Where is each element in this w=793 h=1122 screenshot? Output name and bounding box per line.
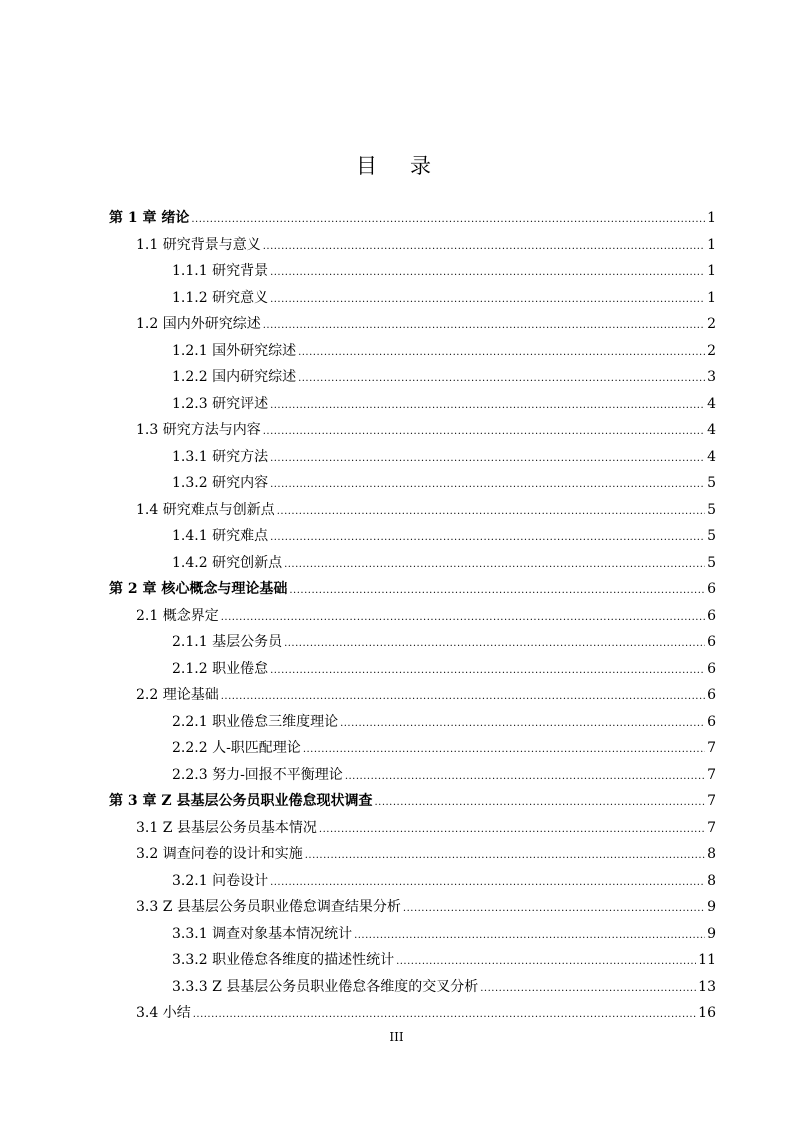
toc-dot-leader [221, 605, 705, 632]
toc-entry-title: 2.2 理论基础 [136, 687, 219, 703]
toc-entry[interactable] [109, 709, 716, 736]
toc-entry[interactable] [109, 682, 716, 709]
toc-entry[interactable] [109, 444, 716, 471]
toc-dot-leader [319, 817, 705, 844]
toc-entry-title: 2.1.2 职业倦怠 [172, 660, 269, 677]
toc-dot-leader [263, 419, 705, 446]
toc-entry[interactable] [109, 232, 716, 259]
toc-entry-page: 7 [707, 766, 716, 783]
page-number: III [389, 1030, 404, 1044]
toc-entry-page: 6 [707, 713, 716, 730]
toc-entry-page: 9 [707, 925, 716, 942]
toc-dot-leader [193, 1002, 696, 1029]
toc-entry[interactable] [109, 921, 716, 948]
toc-entry[interactable] [109, 523, 716, 550]
toc-entry-title: 2.2.3 努力-回报不平衡理论 [172, 766, 343, 783]
toc-dot-leader [270, 393, 705, 420]
toc-entry-title: 第 3 章 Z 县基层公务员职业倦怠现状调查 [109, 793, 373, 809]
toc-entry-page: 4 [707, 395, 716, 412]
toc-entry-page: 9 [707, 899, 716, 915]
toc-entry-page: 1 [707, 236, 716, 253]
toc-entry[interactable] [109, 576, 716, 603]
toc-entry-title: 3.2 调查问卷的设计和实施 [136, 846, 303, 862]
toc-entry[interactable] [109, 841, 716, 868]
toc-entry-page: 6 [707, 607, 716, 624]
toc-entry[interactable] [109, 391, 716, 418]
toc-entry[interactable] [109, 338, 716, 365]
toc-entry-page: 3 [707, 369, 716, 385]
toc-dot-leader [270, 658, 705, 685]
toc-entry[interactable] [109, 815, 716, 842]
toc-dot-leader [263, 234, 705, 261]
toc-entry-title: 1.4.1 研究难点 [172, 528, 269, 544]
toc-entry-title: 1.4.2 研究创新点 [172, 554, 283, 571]
toc-entry[interactable] [109, 947, 716, 974]
toc-entry-title: 1.2.2 国内研究综述 [172, 369, 297, 385]
toc-dot-leader [221, 684, 705, 711]
toc-entry-page: 6 [707, 660, 716, 677]
toc-entry-title: 3.3.1 调查对象基本情况统计 [172, 925, 353, 942]
toc-entry-title: 2.2.1 职业倦怠三维度理论 [172, 713, 339, 730]
toc-dot-leader [270, 446, 705, 473]
toc-entry-title: 1.3.1 研究方法 [172, 448, 269, 465]
toc-entry-title: 2.2.2 人-职匹配理论 [172, 740, 301, 756]
toc-entry[interactable] [109, 868, 716, 895]
toc-entry-page: 2 [707, 342, 716, 359]
toc-entry-title: 1.1.1 研究背景 [172, 263, 269, 279]
toc-entry-page: 6 [707, 687, 716, 703]
toc-entry[interactable] [109, 364, 716, 391]
toc-entry[interactable] [109, 656, 716, 683]
toc-dot-leader [277, 499, 705, 526]
toc-entry-page: 7 [707, 819, 716, 836]
toc-entry[interactable] [109, 311, 716, 338]
toc-entry-page: 5 [707, 501, 716, 518]
toc-dot-leader [263, 313, 705, 340]
toc-dot-leader [305, 843, 705, 870]
toc-entry-title: 第 1 章 绪论 [109, 210, 190, 226]
toc-entry-page: 7 [707, 740, 716, 756]
toc-entry[interactable] [109, 470, 716, 497]
toc-entry-page: 1 [707, 210, 716, 226]
table-of-contents [109, 205, 716, 1027]
toc-entry[interactable] [109, 417, 716, 444]
toc-entry-page: 13 [698, 978, 716, 995]
toc-entry[interactable] [109, 258, 716, 285]
toc-entry-page: 8 [707, 846, 716, 862]
toc-entry-page: 6 [707, 581, 716, 597]
toc-entry-title: 3.2.1 问卷设计 [172, 872, 269, 889]
toc-entry-title: 第 2 章 核心概念与理论基础 [109, 581, 288, 597]
toc-dot-leader [345, 764, 705, 791]
toc-entry-page: 4 [707, 422, 716, 438]
toc-entry-title: 3.3.2 职业倦怠各维度的描述性统计 [172, 952, 395, 968]
toc-entry-title: 3.3.3 Z 县基层公务员职业倦怠各维度的交叉分析 [172, 978, 479, 995]
toc-dot-leader [270, 287, 705, 314]
toc-dot-leader [396, 949, 696, 976]
toc-entry-page: 7 [707, 793, 716, 809]
toc-dot-leader [480, 976, 696, 1003]
toc-entry-title: 3.3 Z 县基层公务员职业倦怠调查结果分析 [136, 899, 401, 915]
toc-dot-leader [354, 923, 705, 950]
toc-dot-leader [298, 366, 705, 393]
toc-entry-title: 1.3 研究方法与内容 [136, 422, 261, 438]
toc-entry[interactable] [109, 762, 716, 789]
toc-entry-title: 1.1 研究背景与意义 [136, 236, 261, 253]
toc-entry-title: 1.2.3 研究评述 [172, 395, 269, 412]
toc-dot-leader [270, 525, 705, 552]
toc-entry-page: 4 [707, 448, 716, 465]
toc-dot-leader [340, 711, 705, 738]
toc-entry-page: 11 [698, 952, 716, 968]
toc-dot-leader [374, 790, 705, 817]
toc-dot-leader [403, 896, 705, 923]
toc-entry-title: 1.1.2 研究意义 [172, 289, 269, 306]
toc-dot-leader [270, 472, 705, 499]
toc-entry[interactable] [109, 550, 716, 577]
toc-entry[interactable] [109, 894, 716, 921]
toc-entry[interactable] [109, 974, 716, 1001]
toc-entry[interactable] [109, 205, 716, 232]
toc-entry-page: 16 [698, 1005, 716, 1021]
toc-entry-page: 5 [707, 475, 716, 491]
toc-entry[interactable] [109, 285, 716, 312]
toc-entry-title: 1.4 研究难点与创新点 [136, 501, 275, 518]
toc-entry[interactable] [109, 735, 716, 762]
toc-entry-title: 1.2.1 国外研究综述 [172, 342, 297, 359]
toc-dot-leader [289, 578, 705, 605]
toc-dot-leader [284, 631, 705, 658]
toc-entry[interactable] [109, 1000, 716, 1027]
toc-entry-page: 6 [707, 634, 716, 650]
toc-entry-title: 1.3.2 研究内容 [172, 475, 269, 491]
toc-entry-title: 2.1 概念界定 [136, 607, 219, 624]
toc-entry-page: 2 [707, 316, 716, 332]
toc-dot-leader [270, 870, 705, 897]
toc-entry[interactable] [109, 603, 716, 630]
toc-dot-leader [191, 207, 705, 234]
toc-dot-leader [298, 340, 705, 367]
toc-dot-leader [284, 552, 705, 579]
toc-entry-page: 5 [707, 554, 716, 571]
toc-dot-leader [270, 260, 705, 287]
toc-entry-page: 8 [707, 872, 716, 889]
toc-entry-title: 3.4 小结 [136, 1005, 191, 1021]
toc-entry-page: 5 [707, 528, 716, 544]
toc-entry-title: 2.1.1 基层公务员 [172, 634, 283, 650]
toc-entry-page: 1 [707, 263, 716, 279]
toc-dot-leader [303, 737, 705, 764]
toc-entry[interactable] [109, 629, 716, 656]
page-title: 目 录 [356, 154, 437, 178]
toc-entry-title: 3.1 Z 县基层公务员基本情况 [136, 819, 317, 836]
toc-entry[interactable] [109, 497, 716, 524]
toc-entry[interactable] [109, 788, 716, 815]
toc-entry-title: 1.2 国内外研究综述 [136, 316, 261, 332]
toc-entry-page: 1 [707, 289, 716, 306]
